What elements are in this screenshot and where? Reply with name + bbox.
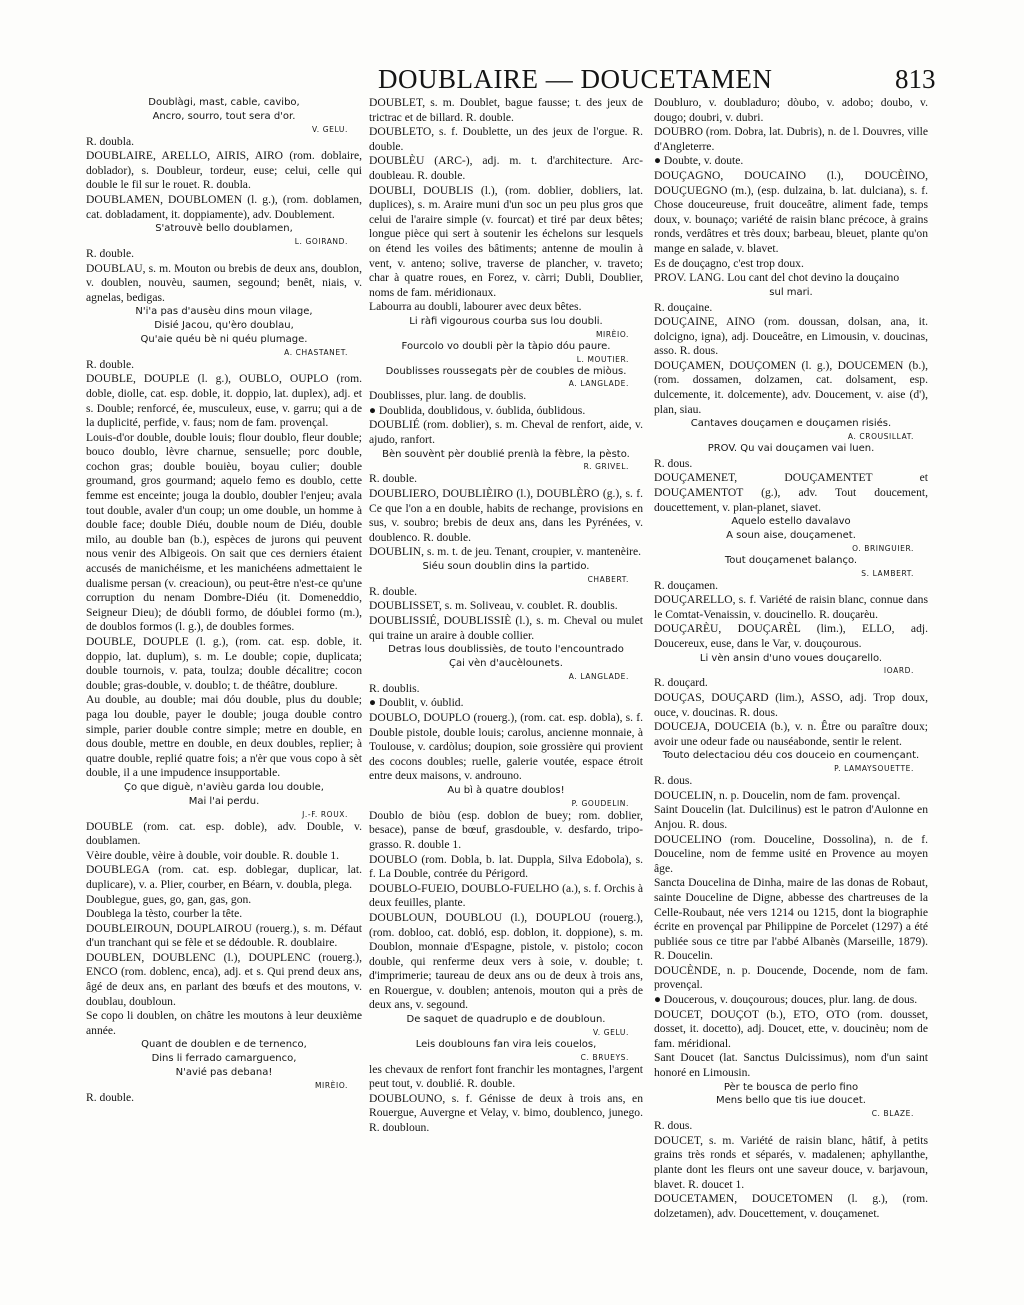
quotation-line: Qu'aie quéu bè ni quéu plumage.: [140, 333, 308, 345]
quotation-line: Disié Jacou, qu'èro doublau,: [154, 320, 294, 332]
dictionary-entry: Es de douçagno, c'est trop doux.: [654, 256, 804, 270]
dictionary-entry: DOUBLO (rom. Dobla, b. lat. Duppla, Silva Edobola), s. f. La Double, contrée du Périgord.: [369, 852, 643, 881]
quotation-line: Detras lous doublissiès, de touto l'encountrado: [388, 644, 624, 656]
quotation-line: PROV. Qu vai douçamen vai luen.: [707, 443, 875, 455]
dictionary-entry: DOUCETAMEN, DOUCETOMEN (l. g.), (rom. dolzetamen), adv. Doucettement, v. douçamenet.: [654, 1192, 928, 1220]
dictionary-entry: DOUBLIÉ (rom. doblier), s. m. Cheval de renfort, aide, v. ajudo, ranfort.: [369, 418, 643, 447]
quotation-line: Bèn souvènt pèr doublié prenlà la fèbre, la pèsto.: [382, 448, 630, 460]
quotation-line: N'i'a pas d'ausèu dins moun vilage,: [135, 306, 313, 318]
dictionary-entry: R. dous.: [654, 1119, 693, 1133]
dictionary-entry: DOUBLEN, DOUBLENC (l.), DOUPLENC (rouerg.), ENCO (rom. doblenc, enca), adj. et s. Qui prend deux ans, âgé de deux ans, en parlant des bœufs et des moutons, v. doublau, doubloun.: [86, 950, 362, 1008]
dictionary-entry: DOUCELIN, n. p. Doucelin, nom de fam. provençal.: [654, 788, 901, 802]
quotation-author: O. BRINGUIER.: [852, 543, 914, 553]
dictionary-entry: DOUBLAU, s. m. Mouton ou brebis de deux ans, doublon, v. doublen, nouvèu, saumen, segound; benêt, niais, v. agnelas, bedigas.: [86, 261, 362, 304]
dictionary-entry: DOUÇARELLO, s. f. Variété de raisin blanc, connue dans le Comtat-Venaissin, v. doucinello. R. douçarèu.: [654, 593, 928, 621]
dictionary-entry: PROV. LANG. Lou cant del chot devino la douçaino: [654, 271, 900, 285]
dictionary-entry: DOUBLIN, s. m. t. de jeu. Tenant, croupier, v. mantenèire.: [369, 545, 642, 559]
dictionary-entry: R. double.: [369, 584, 417, 598]
quotation-line: Li vèn ansin d'uno voues douçarello.: [699, 652, 883, 664]
dictionary-entry: DOUCÈNDE, n. p. Doucende, Docende, nom de fam. provençal.: [654, 963, 928, 992]
dictionary-entry: R. dous.: [654, 774, 693, 788]
dictionary-entry: Saint Doucelin (lat. Dulcilinus) est le patron d'Aulonne en Anjou. R. dous.: [654, 803, 928, 831]
quotation-author: J.-F. ROUX.: [302, 809, 348, 819]
quotation-author: R. GRIVEL.: [583, 462, 629, 472]
dictionary-entry: DOUBLAMEN, DOUBLOMEN (l. g.), (rom. doblamen, cat. dobladament, it. doppiamente), adv. Doublement.: [86, 192, 362, 221]
dictionary-entry: ● Doublida, doublidous, v. óublida, óublidous.: [369, 403, 586, 417]
dictionary-entry: DOUBLO, DOUPLO (rouerg.), (rom. cat. esp. dobla), s. f. Double pistole, double louis; carolus, ancienne monnaie, à Toulouse, v. cardòlus; doupion, soie grossière qui provient des cocons doubles; ruelle, galerie voutée, espace étroit entre deux maisons, v. androuno.: [369, 710, 643, 783]
quotation-line: Siéu soun doublin dins la partido.: [422, 561, 590, 573]
quotation-line: Mens bello que tis iue doucet.: [716, 1095, 866, 1107]
dictionary-entry: DOUBLOUN, DOUBLOU (l.), DOUPLOU (rouerg.), (rom. dobloo, cat. dobló, esp. doblon, it. doppione), s. m. Doublon, monnaie d'Espagne, pistole, v. pistolo; cocon double, qui renferme deux vers à soie, v. double; t. d'imprimerie; taureau de deux ans ou de deux à trois ans, en Rouergue, v. doublen; antenois, mouton qui a près de deux ans, v. segound.: [369, 910, 643, 1012]
dictionary-entry: DOUBLEIROUN, DOUPLAIROU (rouerg.), s. m. Défaut d'un tranchant qui se fèle et se dédouble. R. doublaire.: [86, 921, 362, 950]
dictionary-entry: Sant Doucet (lat. Sanctus Dulcissimus), nom d'un saint honoré en Limousin.: [654, 1051, 928, 1080]
dictionary-entry: les chevaux de renfort font franchir les montagnes, l'argent peut tout, v. doublié. R. double.: [369, 1062, 643, 1091]
dictionary-entry: Vèire double, vèire à double, voir double. R. double 1.: [86, 848, 340, 862]
quotation-author: L. GOIRAND.: [294, 236, 348, 246]
quotation-line: Dins li ferrado camarguenco,: [151, 1053, 297, 1065]
quotation-author: A. CROUSILLAT.: [847, 432, 914, 442]
quotation-author: P. LAMAYSOUETTE.: [834, 764, 914, 774]
quotation-line: Pèr te bousca de perlo fino: [723, 1081, 859, 1093]
quotation-author: IOARD.: [883, 666, 914, 676]
dictionary-entry: Doublega la tèsto, courber la tête.: [86, 907, 243, 921]
quotation-line: Çai vèn d'aucèlounets.: [449, 658, 563, 669]
column-left: [86, 96, 362, 1236]
dictionary-entry: Doublisses, plur. lang. de doublis.: [369, 389, 527, 403]
quotation-author: CHABERT.: [587, 574, 629, 584]
dictionary-entry: R. douçamen.: [654, 578, 719, 592]
quotation-line: A soun aise, douçamenet.: [726, 530, 856, 542]
dictionary-entry: DOUCEJA, DOUCEIA (b.), v. n. Être ou paraître doux; avoir une odeur fade ou nauséabonde, sentir le relent.: [654, 720, 928, 748]
page-number: 813: [895, 64, 936, 94]
quotation-line: S'atrouvè bello doublamen,: [155, 223, 293, 235]
quotation-line: Doublisses roussegats pèr de coubles de miòus.: [385, 365, 627, 377]
dictionary-entry: DOUÇAGNO, DOUCAINO (l.), DOUCÈINO, DOUÇUEGNO (m.), (esp. dulzaina, b. lat. dulciana), s. f. Chose douceureuse, fruit douceâtre, aliment fade, temps doux, v. bounaço; variété de raisin blanc précoce, à grains ronds, verdâtres et très doux; barbeau, bleuet, plante qu'on mange en salade, v. blavet.: [654, 168, 928, 255]
quotation-line: Mai l'ai perdu.: [188, 795, 260, 807]
quotation-line: Touto delectaciou déu cos douceio en coumençant.: [662, 750, 920, 762]
dictionary-entry: Sancta Doucelina de Dinha, maire de las donas de Robaut, sainte Douceline de Digne, abbesse des chartreuses de la Celle-Roubaut, née vers 1214 ou 1215, dont la biographie écrite en provençal par Philippine de Porcelet (1297) a été publiée sous ce titre par l'abbé Albanès (Marseille, 1879). R. Doucelin.: [654, 876, 928, 963]
dictionary-entry: Au double, au double; mai dóu double, plus du double; paga lou double, payer le double; jouga double contro simple, parier double contre simple; metre en double, en dous double, mettre en double, en deux doubles, replier; à quatre double, replié quatre fois; a n'èr que vous copo à sèt double, il a une impudence insupportable.: [86, 693, 362, 780]
dictionary-entry: Se copo li doublen, on châtre les moutons à leur deuxième année.: [86, 1009, 362, 1037]
quotation-line: Ço que diguè, n'avièu garda lou double,: [124, 781, 324, 793]
quotation-line: Doublàgi, mast, cable, cavibo,: [148, 97, 300, 108]
quotation-line: sul mari.: [769, 286, 813, 298]
quotation-author: V. GELU.: [312, 124, 348, 134]
column-right: [654, 96, 928, 1236]
dictionary-entry: R. douçard.: [654, 676, 708, 690]
dictionary-entry: DOUBLOUNO, s. f. Génisse de deux à trois ans, en Rouergue, Auvergne et Velay, v. bimo, doublenco, junego. R. doubloun.: [369, 1091, 643, 1135]
dictionary-entry: R. double.: [86, 246, 134, 260]
dictionary-entry: R. douçaine.: [654, 300, 713, 314]
dictionary-entry: DOUÇAS, DOUÇARD (lim.), ASSO, adj. Trop doux, ouce, v. doucinas. R. dous.: [654, 690, 928, 719]
dictionary-entry: R. doubla.: [86, 134, 134, 148]
dictionary-entry: DOUBLIERO, DOUBLIÈIRO (l.), DOUBLÈRO (g.), s. f. Ce que l'on a en double, habits de rechange, provisions en sus, v. soubro; brebis de deux ans, dans les Pyrénées, v. doublenco. R. double.: [369, 487, 643, 544]
quotation-author: S. LAMBERT.: [861, 568, 914, 578]
dictionary-entry: DOUÇAINE, AINO (rom. doussan, dolsan, ana, it. dolcigno, igna), adj. Douceâtre, en Limousin, v. doucinas, asso. R. dous.: [654, 315, 928, 358]
dictionary-entry: R. double.: [86, 357, 134, 371]
quotation-line: Au bì à quatre doublos!: [447, 784, 565, 796]
dictionary-entry: DOUBLO-FUEIO, DOUBLO-FUELHO (a.), s. f. Orchis à deux feuilles, plante.: [369, 881, 643, 910]
dictionary-entry: DOUBLE (rom. cat. esp. doble), adv. Double, v. doublamen.: [86, 819, 362, 848]
quotation-line: Quant de doublen e de ternenco,: [141, 1039, 307, 1051]
dictionary-entry: DOUCELINO (rom. Douceline, Dossolina), n. de f. Douceline, nom de femme usité en Provence au moyen âge.: [654, 832, 928, 875]
quotation-author: MIRÈIO.: [314, 1080, 348, 1090]
dictionary-entry: ● Doublit, v. óublid.: [369, 696, 464, 710]
quotation-author: V. GELU.: [593, 1027, 629, 1037]
dictionary-entry: DOUBRO (rom. Dobra, lat. Dubris), n. de l. Douvres, ville d'Angleterre.: [654, 125, 928, 153]
dictionary-entry: DOUÇARÈU, DOUÇARÈL (lim.), ELLO, adj. Doucereux, euse, dans le Var, v. douçourous.: [654, 622, 928, 650]
quotation-author: A. LANGLADE.: [568, 671, 629, 681]
dictionary-entry: R. double.: [86, 1090, 134, 1104]
quotation-author: C. BRUEYS.: [580, 1052, 629, 1062]
column-middle: [369, 96, 643, 1236]
dictionary-entry: R. doublis.: [369, 681, 420, 695]
dictionary-entry: Doublo de biòu (esp. doblon de buey; rom. doblier, besace), panse de bœuf, grasdouble, v. desfardo, tripo-grasso. R. double 1.: [369, 808, 643, 851]
dictionary-entry: DOUBLET, s. m. Doublet, bague fausse; t. des jeux de trictrac et de billard. R. double.: [369, 96, 643, 124]
quotation-author: A. LANGLADE.: [568, 379, 629, 389]
dictionary-entry: R. dous.: [654, 456, 693, 470]
dictionary-entry: ● Doubte, v. doute.: [654, 154, 744, 168]
quotation-line: Li ràfi vigourous courba sus lou doubli.: [409, 315, 603, 327]
dictionary-entry: DOUBLISSET, s. m. Soliveau, v. coublet. R. doublis.: [369, 599, 618, 613]
dictionary-entry: Doublegue, gues, go, gan, gas, gon.: [86, 892, 252, 906]
quotation-author: P. GOUDELIN.: [571, 798, 629, 808]
dictionary-entry: Labourra au doubli, labourer avec deux bêtes.: [369, 300, 582, 314]
quotation-line: N'avié pas debana!: [175, 1067, 273, 1079]
quotation-line: Ancro, sourro, tout sera d'or.: [152, 110, 296, 122]
running-head: DOUBLAIRE — DOUCETAMEN: [378, 64, 773, 94]
quotation-line: Aquelo estello davalavo: [731, 516, 851, 528]
quotation-line: Fourcolo vo doubli pèr la tàpio dóu paure.: [401, 340, 611, 352]
dictionary-entry: ● Doucerous, v. douçourous; douces, plur. lang. de dous.: [654, 993, 918, 1007]
dictionary-entry: DOUCET, DOUÇOT (b.), ETO, OTO (rom. dousset, dosset, it. docetto), adj. Doucet, ette, v. doucinèu; nom de fam. méridional.: [654, 1007, 928, 1050]
quotation-author: C. BLAZE.: [871, 1109, 914, 1119]
dictionary-entry: DOUBLE, DOUPLE (l. g.), OUBLO, OUPLO (rom. doble, diolle, cat. esp. doble, it. doppio, lat. duplex), adj. et s. Double; renforcé, ée, musculeux, euse, v. garru; qui a de la duplicité, perfide, v. faus; nom de fam. provençal.: [86, 372, 362, 430]
dictionary-entry: DOUÇAMENET, DOUÇAMENTET et DOUÇAMENTOT (g.), adv. Tout doucement, doucettement, v. plan-planet, siavet.: [654, 471, 928, 514]
quotation-author: MIRÈIO.: [595, 329, 629, 339]
dictionary-entry: DOUBLE, DOUPLE (l. g.), (rom. cat. esp. doble, it. doppio, lat. duplum), s. m. Le double; copie, duplicata; double tournois, v. pata, toulza; double décalitre; cocon double; gras-double, v. doublo; t. de théâtre, doublure.: [86, 635, 362, 692]
dictionary-entry: Louis-d'or double, double louis; flour doublo, fleur double; bouco doublo, lèvre charnue, sensuelle; porc double, cochon gras; double bouièu, boyau culier; double groumand, gros gourmand; aquelo femo es doublo, cette femme est enceinte; jouga la doublo, doubler l'enjeu; avala tout double, avaler d'un coup; un ome double, un homme à double face; double Diéu, double noum de Diéu, double milo, au double ban (b.), espèces de jurons qui peuvent nous venir des Albigeois. On sait que ces derniers étaient accusés de manichéisme, et les manichéens admettaient le dualisme persan (v. creacioun), ou peut-être n'est-ce qu'une corruption du nenam Dombre-Diéu (it. Domeneddio, Seigneur Dieu); de dóubli formo, de dóublei formo (m.), de doublos formos (l. g.), de doubles formes.: [86, 430, 362, 634]
dictionary-entry: DOUBLÈU (ARC-), adj. m. t. d'architecture. Arc-doubleau. R. double.: [369, 154, 643, 182]
dictionary-entry: DOUÇAMEN, DOUÇOMEN (l. g.), DOUCEMEN (b.), (rom. dossamen, dolzamen, cat. dolsament, esp. dulcemente, it. dolcemente), adv. Doucement, v. aise (d'), plan, siau.: [654, 358, 928, 416]
dictionary-entry: Doubluro, v. doubladuro; dòubo, v. adobo; doubo, v. dougo; doubri, v. dubri.: [654, 96, 928, 124]
dictionary-entry: DOUBLAIRE, ARELLO, AIRIS, AIRO (rom. doblaire, doblador), s. Doubleur, tordeur, euse; celui, celle qui double le fil sur le rouet. R. doubla.: [86, 149, 362, 192]
quotation-author: A. CHASTANET.: [284, 347, 348, 357]
dictionary-entry: DOUBLISSIÉ, DOUBLISSIÈ (l.), s. m. Cheval ou mulet qui traine un araire à double collier.: [369, 614, 643, 642]
dictionary-entry: DOUCET, s. m. Variété de raisin blanc, hâtif, à petits grains très ronds et séparés, v. madalenen; aphyllanthe, plante dont les fleurs ont une saveur douce, v. barjavoun, blavet. R. doucet 1.: [654, 1133, 928, 1191]
quotation-line: Tout douçamenet balanço.: [724, 554, 858, 566]
dictionary-entry: R. double.: [369, 472, 417, 486]
quotation-line: Leis doublouns fan vira leis couelos,: [415, 1038, 597, 1050]
quotation-line: De saquet de quadruplo e de doubloun.: [406, 1014, 606, 1026]
dictionary-entry: DOUBLETO, s. f. Doublette, un des jeux de l'orgue. R. double.: [369, 125, 643, 153]
quotation-line: Cantaves douçamen e douçamen risiés.: [690, 418, 892, 430]
quotation-author: L. MOUTIER.: [576, 354, 629, 364]
dictionary-entry: DOUBLI, DOUBLIS (l.), (rom. doblier, dobliers, lat. duplices), s. m. Araire muni d'un soc un peu plus gros que celui de l'araire simple (v. fourcat) et tiré par deux bêtes; longue pièce qui sert à soutenir les échelons sur lesquels on étend les voiles des bâtiments; antenne de moulin à vent, v. anteno; solive, traverse de plancher, v. traveto; char à quatre roues, en Forez, v. càrri; Dubli, Doublier, noms de fam. méridionaux.: [369, 183, 643, 299]
dictionary-entry: DOUBLEGA (rom. cat. esp. doblegar, duplicar, lat. duplicare), v. a. Plier, courber, en Béarn, v. doubla, plega.: [86, 863, 362, 891]
